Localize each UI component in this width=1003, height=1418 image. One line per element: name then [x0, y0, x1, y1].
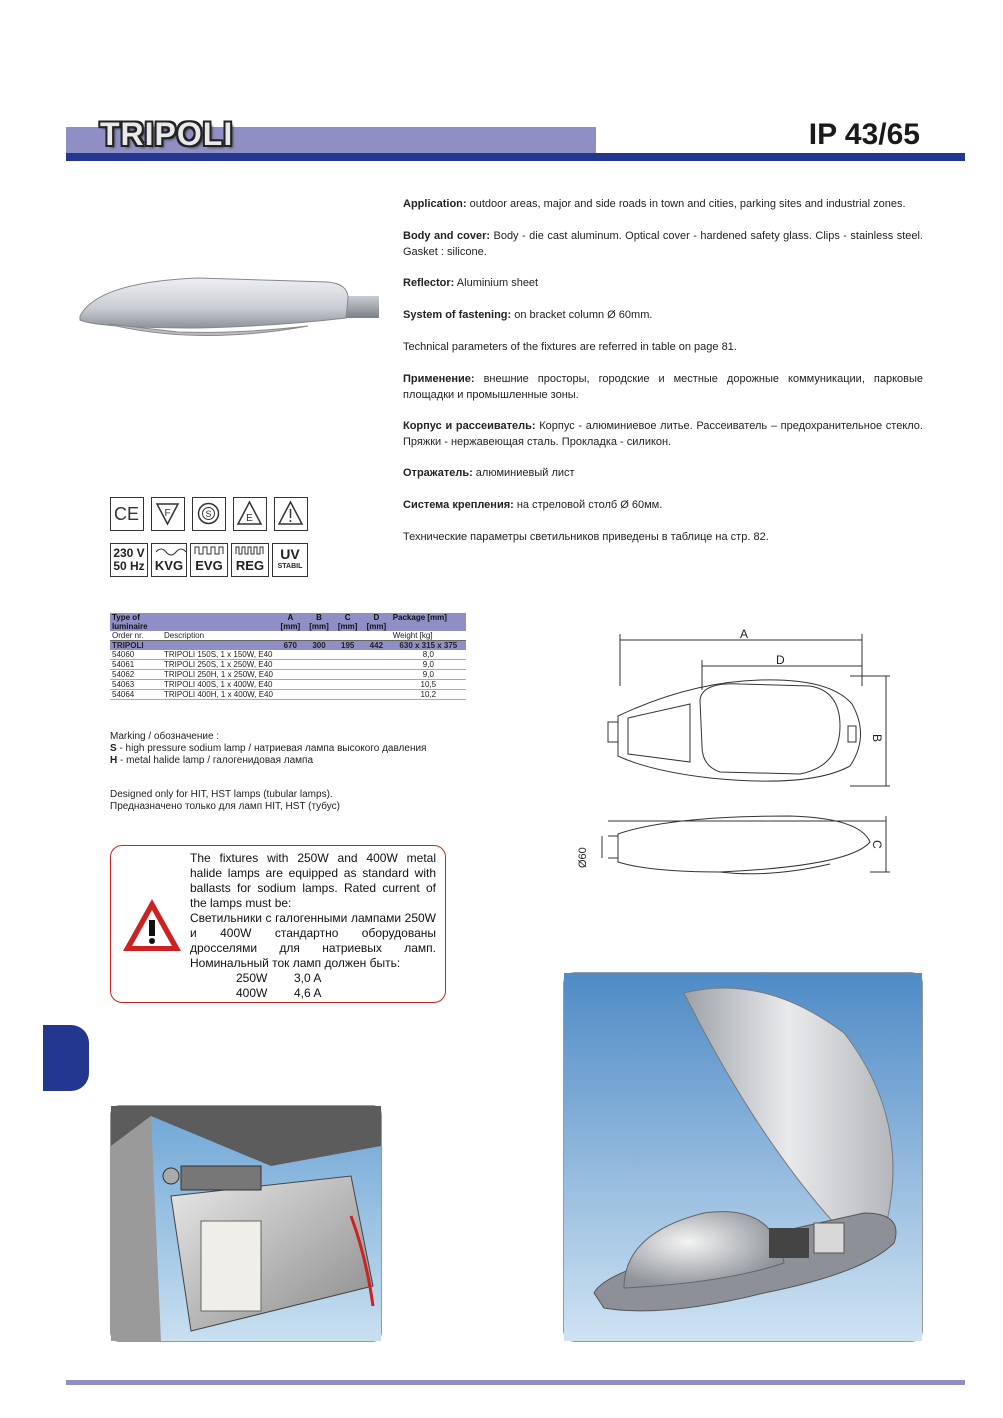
table-row: 54060 TRIPOLI 150S, 1 x 150W, E40 8,0	[110, 650, 466, 660]
table-subheader-row: Order nr. Description Weight [kg]	[110, 631, 466, 641]
marking-s: S - high pressure sodium lamp / натриевая лампа высокого давления	[110, 743, 427, 754]
dim-label-diameter: Ø60	[577, 847, 589, 868]
warning-text: The fixtures with 250W and 400W metal halide lamps are equipped as standard with ballasts for sodium lamps. Rated current of the lamps must be: Светильники с галогенными лампами 250W и 400W стандартно оборудованы дросселями для натриевых ламп. Номинальный ток ламп должен быть: 250W 3,0 A 400W 4,6 A	[190, 851, 436, 1000]
dim-label-c: C	[870, 840, 884, 849]
evg-wave-icon	[192, 544, 227, 556]
ip-rating: IP 43/65	[808, 118, 920, 151]
table-row: 54062 TRIPOLI 250H, 1 x 250W, E40 9,0	[110, 670, 466, 680]
svg-text:E: E	[246, 513, 253, 524]
reg-wave-icon	[233, 544, 268, 556]
table-model-row: TRIPOLI 670 300 195 442 630 x 315 x 375	[110, 641, 466, 651]
evg-badge: EVG	[190, 543, 228, 577]
svg-text:S: S	[205, 509, 212, 519]
table-row: 54061 TRIPOLI 250S, 1 x 250W, E40 9,0	[110, 660, 466, 670]
spec-tech-params: Technical parameters of the fixtures are referred in table on page 81.	[403, 341, 737, 353]
header-rule	[66, 153, 965, 161]
kvg-badge: KVG	[151, 543, 187, 577]
product-table	[110, 613, 466, 700]
warning-mark-icon	[274, 497, 308, 531]
f-mark-icon	[151, 497, 185, 531]
gear-tray-photo	[110, 1105, 382, 1342]
spec-body-cover: Body and cover: Body - die cast aluminum. Optical cover - hardened safety glass. Clips - stainless steel. Gasket : silicone.	[403, 230, 923, 258]
technical-drawing	[577, 626, 900, 896]
warning-triangle-icon	[120, 896, 184, 954]
spec-reflector: Reflector: Aluminium sheet	[403, 277, 539, 289]
dim-label-b: B	[870, 734, 884, 743]
marking-h: H - metal halide lamp / галогенидовая лампа	[110, 755, 314, 766]
product-title: TRIPOLI	[100, 116, 234, 152]
kvg-wave-icon	[153, 544, 186, 556]
spec-ru-application: Применение: внешние просторы, городские и местные дорожные коммуникации, парковые площадки и промышленные зоны.	[403, 373, 923, 401]
spec-application: Application: outdoor areas, major and side roads in town and cities, parking sites and industrial zones.	[403, 198, 906, 210]
spec-ru-tech-params: Технические параметры светильников приведены в таблице на стр. 82.	[403, 531, 769, 543]
open-luminaire-photo	[563, 972, 923, 1342]
spec-ru-reflector: Отражатель: алюминиевый лист	[403, 467, 575, 479]
table-row: 54064 TRIPOLI 400H, 1 x 400W, E40 10,2	[110, 690, 466, 700]
reg-badge: REG	[231, 543, 269, 577]
svg-text:CE: CE	[113, 504, 140, 524]
ce-mark-icon	[110, 497, 144, 531]
designed-note-ru: Предназначено только для ламп HIT, HST (тубус)	[110, 801, 341, 812]
spec-ru-body: Корпус и рассеиватель: Корпус - алюминиевое литье. Рассеиватель – предохранительное стекло. Пряжки - нержавеющая сталь. Прокладка - силикон.	[403, 420, 923, 448]
spec-fastening: System of fastening: on bracket column Ø 60mm.	[403, 309, 653, 321]
dim-label-d: D	[776, 653, 785, 667]
luminaire-photo	[78, 268, 380, 348]
spec-ru-fastening: Система крепления: на стреловой столб Ø 60мм.	[403, 499, 663, 511]
footer-rule	[66, 1380, 965, 1385]
uv-stabil-badge: UV STABIL	[272, 543, 308, 577]
e-mark-icon	[233, 497, 267, 531]
s-mark-icon	[192, 497, 226, 531]
table-header-row: Type of luminaire A [mm] B [mm] C [mm] D [mm] Package [mm]	[110, 613, 466, 631]
dim-label-a: A	[740, 627, 749, 641]
page-side-tab	[43, 1025, 89, 1091]
voltage-badge: 230 V 50 Hz	[110, 543, 148, 577]
svg-text:F: F	[164, 508, 171, 519]
marking-title: Marking / обозначение :	[110, 731, 220, 742]
table-row: 54063 TRIPOLI 400S, 1 x 400W, E40 10,5	[110, 680, 466, 690]
designed-note-en: Designed only for HIT, HST lamps (tubular lamps).	[110, 789, 333, 800]
